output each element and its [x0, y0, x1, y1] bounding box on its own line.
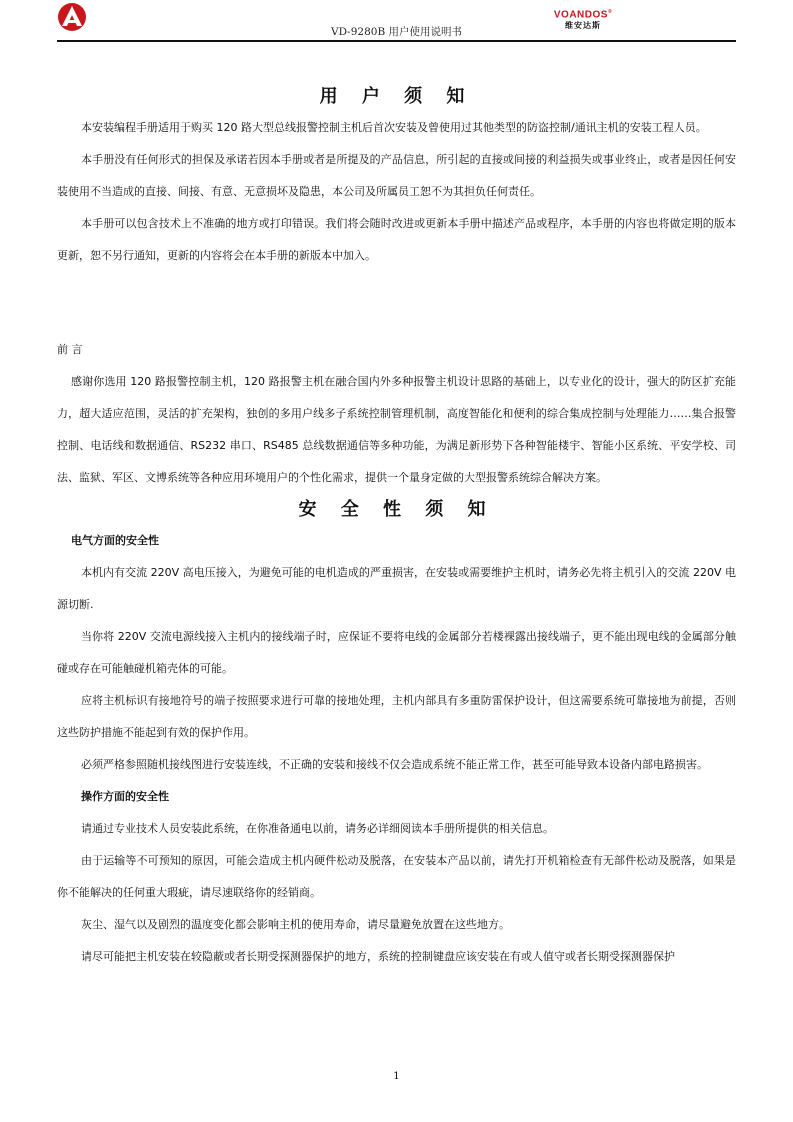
brand-logo — [538, 10, 628, 30]
page-number: 1 — [393, 1070, 400, 1082]
electrical-paragraph: 必须严格参照随机接线图进行安装连线，不正确的安装和接线不仅会造成系统不能正常工作，甚至可能导致本设备内部电路损害。 — [81, 758, 708, 771]
page-header — [57, 0, 736, 42]
electrical-safety-heading: 电气方面的安全性 — [71, 534, 159, 547]
operation-paragraph: 由于运输等不可预知的原因，可能会造成主机内硬件松动及脱落，在安装本产品以前，请先打开机箱检查有无部件松动及脱落，如果是你不能解决的任何重大瑕疵，请尽速联络你的经销商。 — [57, 854, 736, 899]
electrical-paragraph: 应将主机标识有接地符号的端子按照要求进行可靠的接地处理，主机内部具有多重防雷保护设计，但这需要系统可靠接地为前提，否则这些防护措施不能起到有效的保护作用。 — [57, 694, 736, 739]
user-notice-title: 用 户 须 知 — [319, 86, 474, 107]
safety-notice-title: 安 全 性 须 知 — [298, 499, 495, 520]
operation-safety-heading: 操作方面的安全性 — [81, 790, 169, 803]
notice-paragraph: 本手册没有任何形式的担保及承诺若因本手册或者是所提及的产品信息，所引起的直接或间接的利益损失或事业终止，或者是因任何安装使用不当造成的直接、间接、有意、无意损坏及隐患，本公司及所属员工恕不为其担负任何责任。 — [57, 153, 736, 198]
electrical-paragraph: 当你将 220V 交流电源线接入主机内的接线端子时，应保证不要将电线的金属部分若楼裸露出接线端子，更不能出现电线的金属部分触碰或存在可能触碰机箱壳体的可能。 — [57, 630, 736, 675]
notice-paragraph: 本手册可以包含技术上不准确的地方或打印错误。我们将会随时改进或更新本手册中描述产品或程序，本手册的内容也将做定期的版本更新，恕不另行通知，更新的内容将会在本手册的新版本中加入。 — [57, 217, 736, 262]
electrical-paragraph: 本机内有交流 220V 高电压接入，为避免可能的电机造成的严重损害，在安装或需要维护主机时，请务必先将主机引入的交流 220V 电源切断. — [57, 566, 736, 611]
brand-name-en: VOANDOS® — [553, 9, 613, 21]
operation-paragraph: 请尽可能把主机安装在较隐蔽或者长期受探测器保护的地方，系统的控制键盘应该安装在有或人值守或者长期受探测器保护 — [81, 950, 675, 963]
foreword-heading: 前 言 — [57, 343, 83, 356]
notice-paragraph: 本安装编程手册适用于购买 120 路大型总线报警控制主机后首次安装及曾使用过其他类型的防盗控制/通讯主机的安装工程人员。 — [81, 121, 707, 134]
operation-paragraph: 灰尘、湿气以及剧烈的温度变化都会影响主机的使用寿命，请尽量避免放置在这些地方。 — [81, 918, 510, 931]
document-title: VD-9280B 用户使用说明书 — [330, 26, 463, 38]
page-content — [57, 82, 736, 973]
operation-paragraph: 请通过专业技术人员安装此系统，在你准备通电以前，请务必详细阅读本手册所提供的相关信息。 — [81, 822, 554, 835]
foreword-paragraph: 感谢你选用 120 路报警控制主机，120 路报警主机在融合国内外多种报警主机设计思路的基础上，以专业化的设计，强大的防区扩充能力，超大适应范围，灵活的扩充架构，独创的多用户线多子系统控制管理机制，高度智能化和便利的综合集成控制与处理能力……集合报警控制、电话线和数据通信、RS232 串口、RS485 总线数据通信等多种功能，为满足新形势下各种智能楼宇、智能小区系统、平安学校、司法、监狱、军区、文博系统等各种应用环境用户的个性化需求，提供一个量身定做的大型报警系统综合解决方案。 — [57, 375, 736, 484]
header-divider — [57, 40, 736, 42]
brand-name-cn: 维安达斯 — [565, 21, 601, 31]
